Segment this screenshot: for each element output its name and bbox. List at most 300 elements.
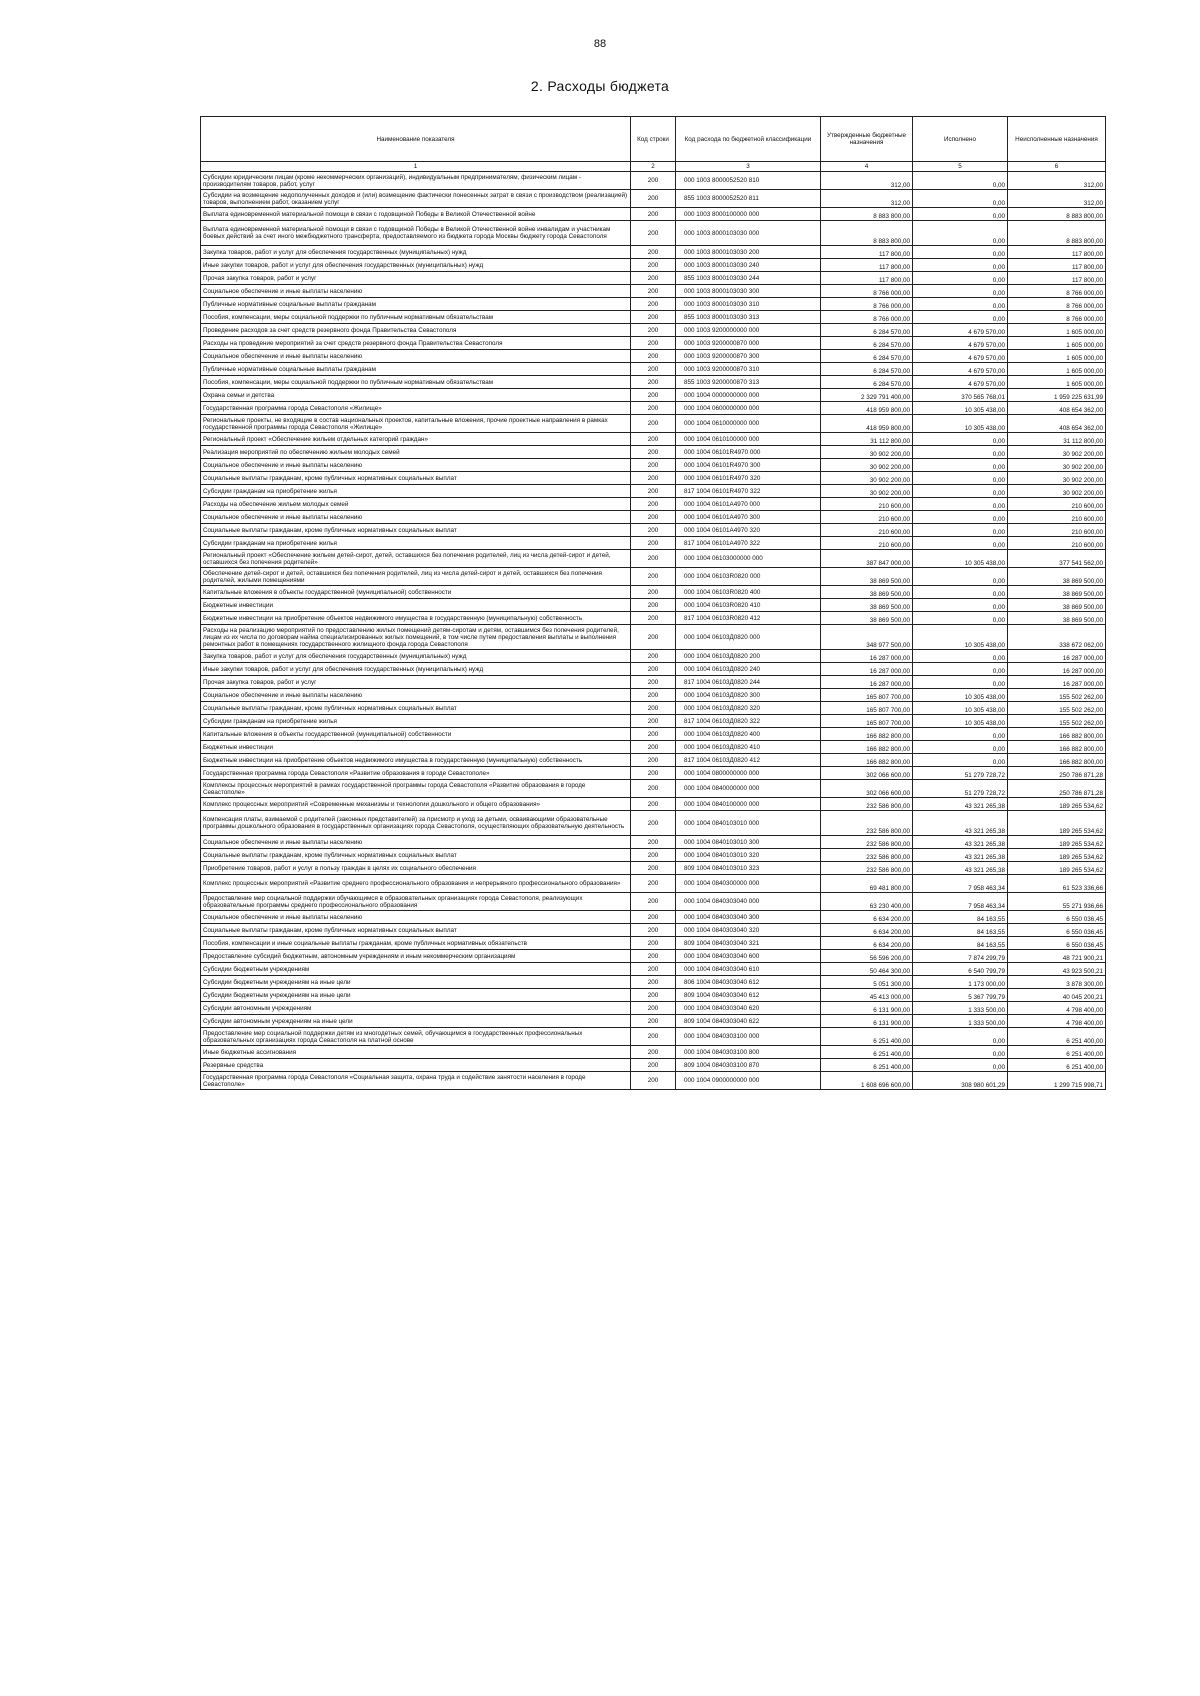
row-classification: 809 1004 0840303100 870 xyxy=(676,1059,821,1072)
table-row xyxy=(201,550,1106,568)
row-unexecuted: 117 800,00 xyxy=(1008,259,1106,272)
row-executed: 0,00 xyxy=(913,208,1008,221)
table-row xyxy=(201,172,1106,190)
row-classification: 000 1004 0000000000 000 xyxy=(676,389,821,402)
row-classification: 000 1004 0800000000 000 xyxy=(676,767,821,780)
row-approved: 38 869 500,00 xyxy=(821,586,913,599)
row-approved: 2 329 791 400,00 xyxy=(821,389,913,402)
row-unexecuted: 6 251 400,00 xyxy=(1008,1046,1106,1059)
table-row xyxy=(201,459,1106,472)
row-executed: 1 333 500,00 xyxy=(913,1002,1008,1015)
column-number: 3 xyxy=(676,162,821,172)
row-executed: 84 163,55 xyxy=(913,937,1008,950)
row-unexecuted: 61 523 336,66 xyxy=(1008,875,1106,893)
row-classification: 000 1003 8000103030 300 xyxy=(676,285,821,298)
row-classification: 000 1003 9200000870 300 xyxy=(676,350,821,363)
table-row xyxy=(201,728,1106,741)
row-line-code: 200 xyxy=(631,350,676,363)
row-classification: 855 1003 8000103030 313 xyxy=(676,311,821,324)
row-line-code: 200 xyxy=(631,963,676,976)
row-classification: 000 1004 0840303040 320 xyxy=(676,924,821,937)
row-approved: 165 807 700,00 xyxy=(821,689,913,702)
row-unexecuted: 40 045 200,21 xyxy=(1008,989,1106,1002)
row-approved: 6 251 400,00 xyxy=(821,1046,913,1059)
row-unexecuted: 250 786 871,28 xyxy=(1008,767,1106,780)
row-unexecuted: 408 654 362,00 xyxy=(1008,402,1106,415)
row-executed: 0,00 xyxy=(913,485,1008,498)
row-line-code: 200 xyxy=(631,524,676,537)
row-unexecuted: 1 299 715 998,71 xyxy=(1008,1072,1106,1090)
row-name: Государственная программа города Севастополя «Развитие образования в городе Севастополе» xyxy=(201,767,631,780)
row-line-code: 200 xyxy=(631,663,676,676)
row-executed: 7 958 463,34 xyxy=(913,893,1008,911)
row-classification: 000 1004 06103Д0820 200 xyxy=(676,650,821,663)
row-line-code: 200 xyxy=(631,172,676,190)
row-line-code: 200 xyxy=(631,221,676,246)
row-classification: 855 1003 8000052520 811 xyxy=(676,190,821,208)
row-approved: 6 251 400,00 xyxy=(821,1059,913,1072)
row-line-code: 200 xyxy=(631,337,676,350)
row-line-code: 200 xyxy=(631,650,676,663)
row-approved: 312,00 xyxy=(821,190,913,208)
row-classification: 000 1004 0840300000 000 xyxy=(676,875,821,893)
row-name: Пособия, компенсации, меры социальной поддержки по публичным нормативным обязательствам xyxy=(201,311,631,324)
row-classification: 855 1003 8000103030 244 xyxy=(676,272,821,285)
row-classification: 855 1003 9200000870 313 xyxy=(676,376,821,389)
row-name: Социальное обеспечение и иные выплаты населению xyxy=(201,836,631,849)
table-row xyxy=(201,875,1106,893)
row-line-code: 200 xyxy=(631,862,676,875)
row-line-code: 200 xyxy=(631,875,676,893)
table-row xyxy=(201,415,1106,433)
row-name: Социальные выплаты гражданам, кроме публичных нормативных социальных выплат xyxy=(201,702,631,715)
row-approved: 210 600,00 xyxy=(821,524,913,537)
row-approved: 232 586 800,00 xyxy=(821,849,913,862)
row-approved: 6 284 570,00 xyxy=(821,337,913,350)
row-classification: 000 1004 0840303040 300 xyxy=(676,911,821,924)
row-executed: 0,00 xyxy=(913,459,1008,472)
row-unexecuted: 8 766 000,00 xyxy=(1008,285,1106,298)
row-line-code: 200 xyxy=(631,389,676,402)
row-line-code: 200 xyxy=(631,272,676,285)
row-approved: 348 977 500,00 xyxy=(821,625,913,650)
row-name: Государственная программа города Севастополя «Жилище» xyxy=(201,402,631,415)
row-classification: 000 1004 06103R0820 410 xyxy=(676,599,821,612)
row-name: Расходы на проведение мероприятий за счет средств резервного фонда Правительства Севастополя xyxy=(201,337,631,350)
row-classification: 809 1004 0840303040 622 xyxy=(676,1015,821,1028)
row-classification: 000 1004 06103000000 000 xyxy=(676,550,821,568)
table-row xyxy=(201,754,1106,767)
table-row xyxy=(201,1028,1106,1046)
row-classification: 000 1003 8000103030 000 xyxy=(676,221,821,246)
row-line-code: 200 xyxy=(631,715,676,728)
row-executed: 0,00 xyxy=(913,1028,1008,1046)
row-name: Закупка товаров, работ и услуг для обеспечения государственных (муниципальных) нужд xyxy=(201,650,631,663)
row-approved: 6 284 570,00 xyxy=(821,376,913,389)
row-unexecuted: 30 902 200,00 xyxy=(1008,472,1106,485)
row-approved: 210 600,00 xyxy=(821,511,913,524)
row-unexecuted: 6 251 400,00 xyxy=(1008,1028,1106,1046)
row-executed: 0,00 xyxy=(913,663,1008,676)
row-unexecuted: 4 798 400,00 xyxy=(1008,1002,1106,1015)
row-classification: 000 1003 8000052520 810 xyxy=(676,172,821,190)
row-classification: 000 1004 06101A4970 300 xyxy=(676,511,821,524)
row-name: Проведение расходов за счет средств резервного фонда Правительства Севастополя xyxy=(201,324,631,337)
row-classification: 000 1004 0610100000 000 xyxy=(676,433,821,446)
row-classification: 000 1003 8000100000 000 xyxy=(676,208,821,221)
row-line-code: 200 xyxy=(631,612,676,625)
table-row xyxy=(201,599,1106,612)
row-approved: 8 766 000,00 xyxy=(821,285,913,298)
table-row xyxy=(201,337,1106,350)
row-executed: 0,00 xyxy=(913,524,1008,537)
column-number-row xyxy=(201,162,1106,172)
row-executed: 0,00 xyxy=(913,259,1008,272)
row-unexecuted: 55 271 936,66 xyxy=(1008,893,1106,911)
row-name: Бюджетные инвестиции на приобретение объектов недвижимого имущества в государственную (муниципальную) собственность xyxy=(201,754,631,767)
row-executed: 0,00 xyxy=(913,433,1008,446)
row-classification: 000 1004 06101R4970 320 xyxy=(676,472,821,485)
row-unexecuted: 312,00 xyxy=(1008,172,1106,190)
page-number: 88 xyxy=(593,38,607,50)
row-name: Субсидии гражданам на приобретение жилья xyxy=(201,485,631,498)
row-classification: 000 1003 8000103030 310 xyxy=(676,298,821,311)
row-executed: 0,00 xyxy=(913,537,1008,550)
header-unexecuted: Неисполненные назначения xyxy=(1008,117,1106,162)
row-line-code: 200 xyxy=(631,568,676,586)
row-executed: 0,00 xyxy=(913,754,1008,767)
table-row xyxy=(201,849,1106,862)
row-unexecuted: 43 923 500,21 xyxy=(1008,963,1106,976)
row-executed: 4 679 570,00 xyxy=(913,376,1008,389)
row-executed: 6 540 799,79 xyxy=(913,963,1008,976)
row-unexecuted: 189 265 534,62 xyxy=(1008,836,1106,849)
row-unexecuted: 377 541 562,00 xyxy=(1008,550,1106,568)
table-row xyxy=(201,246,1106,259)
row-line-code: 200 xyxy=(631,950,676,963)
table-row xyxy=(201,702,1106,715)
row-classification: 000 1003 9200000000 000 xyxy=(676,324,821,337)
row-executed: 10 305 438,00 xyxy=(913,702,1008,715)
row-name: Социальное обеспечение и иные выплаты населению xyxy=(201,511,631,524)
row-executed: 5 367 799,79 xyxy=(913,989,1008,1002)
row-classification: 000 1004 06103Д0820 400 xyxy=(676,728,821,741)
row-unexecuted: 338 672 062,00 xyxy=(1008,625,1106,650)
row-name: Субсидии автономным учреждениям xyxy=(201,1002,631,1015)
row-name: Обеспечение детей-сирот и детей, оставшихся без попечения родителей, лиц из числа детей-сирот и детей, оставшихся без попечения родителей, жилыми помещениями xyxy=(201,568,631,586)
row-name: Иные бюджетные ассигнования xyxy=(201,1046,631,1059)
row-name: Социальные выплаты гражданам, кроме публичных нормативных социальных выплат xyxy=(201,849,631,862)
row-unexecuted: 210 600,00 xyxy=(1008,537,1106,550)
row-line-code: 200 xyxy=(631,741,676,754)
row-unexecuted: 6 251 400,00 xyxy=(1008,1059,1106,1072)
row-approved: 312,00 xyxy=(821,172,913,190)
row-name: Государственная программа города Севастополя «Социальная защита, охрана труда и содействие занятости населения в городе Севастополе» xyxy=(201,1072,631,1090)
row-classification: 000 1004 0840103010 300 xyxy=(676,836,821,849)
header-classification: Код расхода по бюджетной классификации xyxy=(676,117,821,162)
header-approved: Утвержденные бюджетные назначения xyxy=(821,117,913,162)
row-approved: 6 634 200,00 xyxy=(821,937,913,950)
row-classification: 000 1004 06103Д0820 000 xyxy=(676,625,821,650)
table-row xyxy=(201,568,1106,586)
row-unexecuted: 155 502 262,00 xyxy=(1008,702,1106,715)
table-row xyxy=(201,950,1106,963)
row-line-code: 200 xyxy=(631,754,676,767)
row-approved: 30 902 200,00 xyxy=(821,485,913,498)
row-executed: 0,00 xyxy=(913,599,1008,612)
row-classification: 000 1004 0840303040 620 xyxy=(676,1002,821,1015)
row-unexecuted: 1 605 000,00 xyxy=(1008,363,1106,376)
row-classification: 000 1004 0840103010 000 xyxy=(676,811,821,836)
row-unexecuted: 3 878 300,00 xyxy=(1008,976,1106,989)
row-line-code: 200 xyxy=(631,190,676,208)
row-approved: 31 112 800,00 xyxy=(821,433,913,446)
table-row xyxy=(201,259,1106,272)
row-approved: 8 883 800,00 xyxy=(821,208,913,221)
row-executed: 0,00 xyxy=(913,246,1008,259)
row-name: Закупка товаров, работ и услуг для обеспечения государственных (муниципальных) нужд xyxy=(201,246,631,259)
row-name: Социальные выплаты гражданам, кроме публичных нормативных социальных выплат xyxy=(201,472,631,485)
row-unexecuted: 16 287 000,00 xyxy=(1008,676,1106,689)
row-unexecuted: 312,00 xyxy=(1008,190,1106,208)
table-row xyxy=(201,350,1106,363)
row-classification: 000 1004 0840303100 000 xyxy=(676,1028,821,1046)
row-approved: 117 800,00 xyxy=(821,272,913,285)
table-row xyxy=(201,363,1106,376)
row-executed: 0,00 xyxy=(913,311,1008,324)
row-line-code: 200 xyxy=(631,780,676,798)
row-unexecuted: 408 654 362,00 xyxy=(1008,415,1106,433)
row-name: Субсидии бюджетным учреждениям xyxy=(201,963,631,976)
row-classification: 000 1003 8000103030 240 xyxy=(676,259,821,272)
row-approved: 56 596 200,00 xyxy=(821,950,913,963)
row-line-code: 200 xyxy=(631,415,676,433)
row-line-code: 200 xyxy=(631,363,676,376)
row-unexecuted: 1 605 000,00 xyxy=(1008,337,1106,350)
table-row xyxy=(201,485,1106,498)
row-classification: 000 1004 06101A4970 000 xyxy=(676,498,821,511)
row-unexecuted: 210 600,00 xyxy=(1008,511,1106,524)
row-classification: 000 1004 06101R4970 300 xyxy=(676,459,821,472)
table-row xyxy=(201,586,1106,599)
row-unexecuted: 117 800,00 xyxy=(1008,246,1106,259)
row-name: Социальное обеспечение и иные выплаты населению xyxy=(201,911,631,924)
row-executed: 0,00 xyxy=(913,741,1008,754)
row-line-code: 200 xyxy=(631,485,676,498)
row-classification: 809 1004 0840303040 321 xyxy=(676,937,821,950)
table-row xyxy=(201,976,1106,989)
table-row xyxy=(201,862,1106,875)
row-approved: 6 634 200,00 xyxy=(821,911,913,924)
row-classification: 809 1004 0840303040 612 xyxy=(676,989,821,1002)
row-unexecuted: 1 605 000,00 xyxy=(1008,324,1106,337)
row-approved: 16 287 000,00 xyxy=(821,663,913,676)
row-line-code: 200 xyxy=(631,1015,676,1028)
table-row xyxy=(201,911,1106,924)
row-approved: 302 066 600,00 xyxy=(821,767,913,780)
row-line-code: 200 xyxy=(631,849,676,862)
row-unexecuted: 250 786 871,28 xyxy=(1008,780,1106,798)
row-name: Капитальные вложения в объекты государственной (муниципальной) собственности xyxy=(201,586,631,599)
row-approved: 302 066 600,00 xyxy=(821,780,913,798)
row-classification: 000 1004 06103Д0820 410 xyxy=(676,741,821,754)
row-approved: 418 959 800,00 xyxy=(821,402,913,415)
row-unexecuted: 30 902 200,00 xyxy=(1008,459,1106,472)
row-unexecuted: 16 287 000,00 xyxy=(1008,663,1106,676)
row-executed: 51 279 728,72 xyxy=(913,780,1008,798)
row-approved: 1 608 696 600,00 xyxy=(821,1072,913,1090)
row-name: Бюджетные инвестиции xyxy=(201,599,631,612)
row-classification: 000 1003 9200000870 000 xyxy=(676,337,821,350)
row-name: Субсидии гражданам на приобретение жилья xyxy=(201,715,631,728)
row-classification: 809 1004 0840103010 323 xyxy=(676,862,821,875)
column-number: 2 xyxy=(631,162,676,172)
column-number: 6 xyxy=(1008,162,1106,172)
table-row xyxy=(201,811,1106,836)
row-unexecuted: 155 502 262,00 xyxy=(1008,715,1106,728)
row-unexecuted: 38 869 500,00 xyxy=(1008,586,1106,599)
row-line-code: 200 xyxy=(631,911,676,924)
table-row xyxy=(201,472,1106,485)
row-executed: 43 321 265,38 xyxy=(913,862,1008,875)
table-row xyxy=(201,1002,1106,1015)
table-row xyxy=(201,376,1106,389)
row-approved: 8 766 000,00 xyxy=(821,311,913,324)
row-name: Расходы на обеспечение жильем молодых семей xyxy=(201,498,631,511)
row-classification: 000 1004 0840303100 800 xyxy=(676,1046,821,1059)
row-name: Комплекс процессных мероприятий «Развитие среднего профессионального образования и непрерывного профессионального образования» xyxy=(201,875,631,893)
row-approved: 30 902 200,00 xyxy=(821,459,913,472)
table-row xyxy=(201,937,1106,950)
table-row xyxy=(201,524,1106,537)
row-classification: 817 1004 06101R4970 322 xyxy=(676,485,821,498)
row-line-code: 200 xyxy=(631,625,676,650)
table-row xyxy=(201,1015,1106,1028)
row-name: Бюджетные инвестиции на приобретение объектов недвижимого имущества в государственную (муниципальную) собственность xyxy=(201,612,631,625)
row-approved: 6 634 200,00 xyxy=(821,924,913,937)
row-unexecuted: 8 766 000,00 xyxy=(1008,311,1106,324)
row-approved: 232 586 800,00 xyxy=(821,862,913,875)
row-executed: 43 321 265,38 xyxy=(913,849,1008,862)
column-number: 1 xyxy=(201,162,631,172)
row-line-code: 200 xyxy=(631,511,676,524)
row-line-code: 200 xyxy=(631,433,676,446)
row-unexecuted: 38 869 500,00 xyxy=(1008,568,1106,586)
row-name: Субсидии гражданам на приобретение жилья xyxy=(201,537,631,550)
row-approved: 6 131 900,00 xyxy=(821,1002,913,1015)
row-executed: 7 958 463,34 xyxy=(913,875,1008,893)
row-name: Субсидии автономным учреждениям на иные цели xyxy=(201,1015,631,1028)
row-approved: 6 284 570,00 xyxy=(821,363,913,376)
table-row xyxy=(201,1072,1106,1090)
row-classification: 806 1004 0840303040 612 xyxy=(676,976,821,989)
row-executed: 0,00 xyxy=(913,172,1008,190)
row-line-code: 200 xyxy=(631,989,676,1002)
row-unexecuted: 189 265 534,62 xyxy=(1008,811,1106,836)
row-approved: 166 882 800,00 xyxy=(821,728,913,741)
row-unexecuted: 30 902 200,00 xyxy=(1008,446,1106,459)
table-row xyxy=(201,221,1106,246)
row-unexecuted: 4 798 400,00 xyxy=(1008,1015,1106,1028)
row-executed: 1 173 000,00 xyxy=(913,976,1008,989)
row-unexecuted: 155 502 262,00 xyxy=(1008,689,1106,702)
row-approved: 6 284 570,00 xyxy=(821,350,913,363)
row-approved: 165 807 700,00 xyxy=(821,715,913,728)
row-unexecuted: 6 550 036,45 xyxy=(1008,911,1106,924)
table-row xyxy=(201,836,1106,849)
row-name: Публичные нормативные социальные выплаты гражданам xyxy=(201,363,631,376)
row-executed: 0,00 xyxy=(913,586,1008,599)
row-line-code: 200 xyxy=(631,1002,676,1015)
row-executed: 308 980 601,29 xyxy=(913,1072,1008,1090)
row-name: Субсидии на возмещение недополученных доходов и (или) возмещение фактически понесенных затрат в связи с производством (реализацией) товаров, выполнением работ, оказанием услуг xyxy=(201,190,631,208)
table-row xyxy=(201,924,1106,937)
table-row xyxy=(201,208,1106,221)
row-name: Компенсация платы, взимаемой с родителей (законных представителей) за присмотр и уход за детьми, осваивающими образовательные программы дошкольного образования в государственных организациях города Севастополя, осуществляющих образовательную деятельность xyxy=(201,811,631,836)
row-unexecuted: 189 265 534,62 xyxy=(1008,849,1106,862)
table-row xyxy=(201,324,1106,337)
row-unexecuted: 166 882 800,00 xyxy=(1008,728,1106,741)
row-line-code: 200 xyxy=(631,924,676,937)
row-classification: 817 1004 06103Д0820 412 xyxy=(676,754,821,767)
row-unexecuted: 38 869 500,00 xyxy=(1008,599,1106,612)
table-row xyxy=(201,498,1106,511)
row-unexecuted: 8 766 000,00 xyxy=(1008,298,1106,311)
table-row xyxy=(201,402,1106,415)
row-unexecuted: 189 265 534,62 xyxy=(1008,798,1106,811)
row-line-code: 200 xyxy=(631,311,676,324)
row-name: Субсидии бюджетным учреждениям на иные цели xyxy=(201,976,631,989)
row-executed: 0,00 xyxy=(913,298,1008,311)
table-row xyxy=(201,650,1106,663)
row-approved: 166 882 800,00 xyxy=(821,754,913,767)
table-row xyxy=(201,511,1106,524)
table-row xyxy=(201,298,1106,311)
row-name: Приобретение товаров, работ и услуг в пользу граждан в целях их социального обеспечения xyxy=(201,862,631,875)
table-row xyxy=(201,446,1106,459)
row-executed: 10 305 438,00 xyxy=(913,715,1008,728)
row-executed: 0,00 xyxy=(913,285,1008,298)
row-name: Пособия, компенсации, меры социальной поддержки по публичным нормативным обязательствам xyxy=(201,376,631,389)
row-unexecuted: 8 883 800,00 xyxy=(1008,208,1106,221)
row-line-code: 200 xyxy=(631,259,676,272)
row-executed: 0,00 xyxy=(913,650,1008,663)
row-approved: 38 869 500,00 xyxy=(821,612,913,625)
row-classification: 817 1004 06103Д0820 322 xyxy=(676,715,821,728)
row-approved: 69 481 800,00 xyxy=(821,875,913,893)
table-body xyxy=(201,172,1106,1090)
table-row xyxy=(201,1046,1106,1059)
table-row xyxy=(201,537,1106,550)
column-number: 4 xyxy=(821,162,913,172)
row-executed: 10 305 438,00 xyxy=(913,402,1008,415)
row-executed: 43 321 265,38 xyxy=(913,836,1008,849)
row-approved: 232 586 800,00 xyxy=(821,811,913,836)
row-line-code: 200 xyxy=(631,208,676,221)
row-approved: 38 869 500,00 xyxy=(821,568,913,586)
row-unexecuted: 16 287 000,00 xyxy=(1008,650,1106,663)
row-executed: 0,00 xyxy=(913,1046,1008,1059)
row-classification: 817 1004 06103Д0820 244 xyxy=(676,676,821,689)
row-line-code: 200 xyxy=(631,728,676,741)
row-line-code: 200 xyxy=(631,689,676,702)
row-executed: 43 321 265,38 xyxy=(913,811,1008,836)
row-unexecuted: 189 265 534,62 xyxy=(1008,862,1106,875)
row-classification: 000 1004 0840303040 610 xyxy=(676,963,821,976)
row-line-code: 200 xyxy=(631,246,676,259)
row-name: Выплата единовременной материальной помощи в связи с годовщиной Победы в Великой Отечественной войне инвалидам и участникам боевых действий за счет иного межбюджетного трансферта, предоставляемого из бюджета города Москвы бюджету города Севастополя xyxy=(201,221,631,246)
header-line-code: Код строки xyxy=(631,117,676,162)
